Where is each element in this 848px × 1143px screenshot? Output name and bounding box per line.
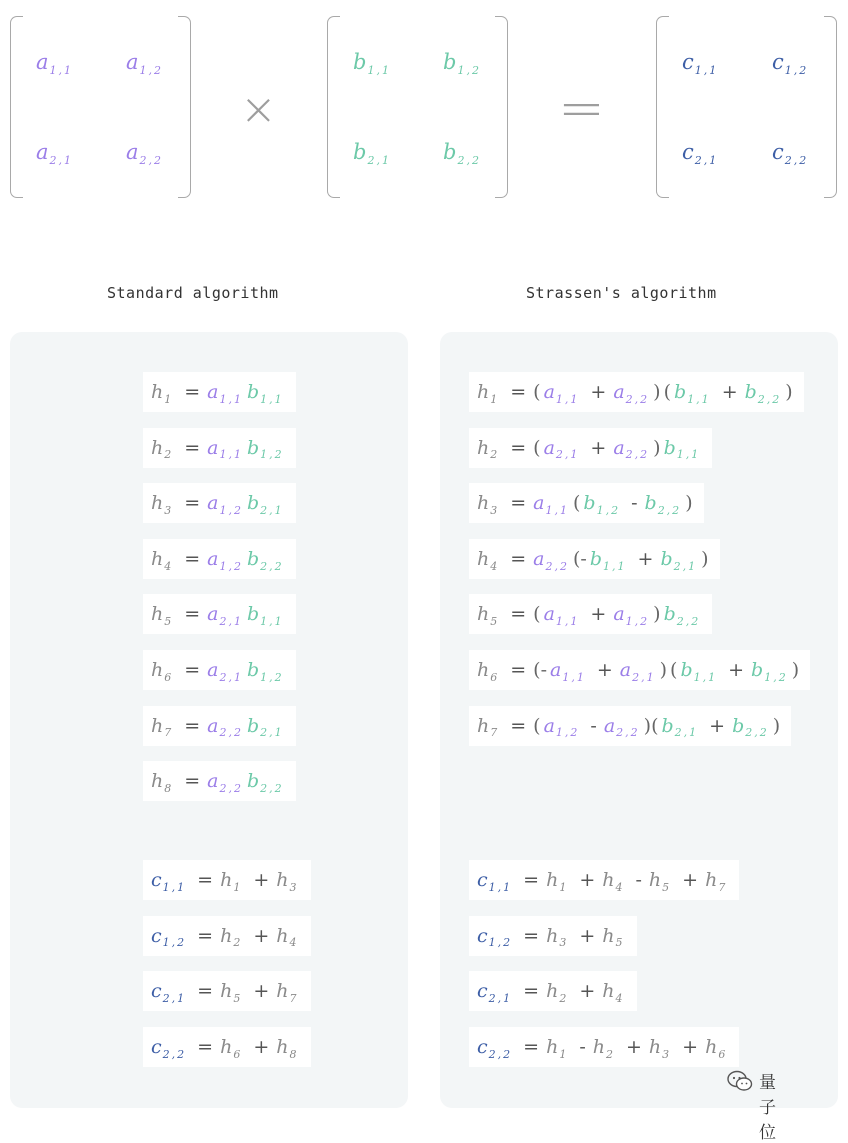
variable-h: $h_5$	[602, 924, 625, 950]
variable-a: $a_{1,2}$	[207, 547, 243, 573]
subscript: 6	[490, 670, 500, 684]
subscript: 2,2	[219, 781, 243, 795]
variable-a: $a_{2,1}$	[543, 436, 580, 462]
subscript: 7	[718, 880, 728, 894]
operator: =	[523, 1035, 540, 1058]
standard-product-row	[143, 483, 296, 523]
variable-h: $h_1$	[151, 381, 174, 406]
variable-b: $b_{1,1}$	[663, 436, 701, 462]
parenthesis: )	[659, 659, 668, 681]
left-bracket	[656, 16, 669, 198]
subscript: 2,1	[219, 615, 243, 629]
parenthesis: )	[701, 547, 709, 570]
variable-h: $h_6$	[151, 659, 174, 684]
subscript: 3	[289, 880, 299, 894]
operator: +	[682, 869, 699, 891]
variable-a: $a_{2,2}$	[207, 770, 243, 795]
variable-h: $h_4$	[276, 924, 299, 950]
subscript: 2,2	[625, 392, 650, 406]
operator: -	[579, 1035, 586, 1058]
operator: =	[197, 924, 214, 947]
subscript: 2,1	[260, 503, 284, 517]
operator: =	[510, 492, 527, 515]
variable-a: $a_{1,1}$	[550, 659, 586, 684]
operator: +	[590, 603, 607, 626]
matrix-a-cell-1-2: $a_{1,2}$	[126, 50, 164, 78]
subscript: 7	[490, 726, 500, 740]
operator: =	[510, 381, 527, 403]
variable-a: $a_{2,2}$	[533, 547, 569, 573]
subscript: 4	[164, 559, 174, 573]
right-bracket	[178, 16, 191, 198]
variable-b: $b_{1,2}$	[247, 659, 284, 684]
operator: +	[637, 547, 654, 570]
variable-b: $b_{1,2}$	[583, 492, 621, 517]
subscript: 1,2	[596, 503, 621, 517]
subscript: 2,1	[162, 991, 187, 1005]
subscript: 4	[490, 559, 500, 573]
subscript: 2,2	[260, 559, 284, 573]
strassen-algorithm-heading: Strassen's algorithm	[526, 284, 717, 302]
subscript: 1,1	[687, 392, 711, 406]
operator: =	[184, 659, 201, 681]
variable-a: $a_{2,2}$	[613, 381, 650, 406]
subscript: 2,2	[616, 726, 640, 740]
wechat-icon	[727, 1070, 753, 1092]
subscript: 7	[289, 991, 299, 1005]
subscript: 2,2	[488, 1047, 513, 1061]
variable-a: $a_{1,1}$	[207, 436, 243, 462]
strassen-sum-row	[469, 916, 637, 956]
standard-algorithm-heading: Standard algorithm	[107, 284, 279, 302]
standard-product-row	[143, 539, 296, 579]
subscript: 2	[559, 991, 569, 1005]
strassen-product-row	[469, 428, 712, 468]
variable-a: $a_{2,1}$	[619, 659, 656, 684]
variable-b: $b_{2,2}$	[663, 603, 701, 629]
matrix-a-cell-2-2: $a_{2,2}$	[126, 140, 164, 168]
variable-a: $a_{2,1}$	[207, 659, 243, 684]
variable-h: $h_4$	[602, 980, 625, 1005]
variable-b: $b_{1,1}$	[680, 659, 718, 684]
variable-c: $c_{1,2}$	[151, 924, 187, 950]
parenthesis: )	[685, 492, 693, 515]
variable-b: $b_{2,2}$	[644, 492, 682, 517]
operator: =	[510, 659, 527, 681]
subscript: 1,2	[219, 559, 243, 573]
subscript: 3	[662, 1047, 672, 1061]
variable-h: $h_6$	[477, 659, 500, 684]
parenthesis: (	[533, 714, 541, 737]
subscript: 1,1	[555, 392, 580, 406]
standard-sum-row	[143, 971, 311, 1011]
operator: =	[510, 714, 527, 737]
variable-h: $h_2$	[151, 436, 174, 462]
matrix-c-cell-2-2: $c_{2,2}$	[772, 140, 809, 168]
variable-a: $a_{1,1}$	[543, 603, 580, 629]
operator: =	[197, 869, 214, 891]
operator: +	[590, 436, 607, 459]
matrix-c-cell-1-2: $c_{1,2}$	[772, 50, 809, 78]
subscript: 1,2	[162, 936, 187, 950]
subscript: 2,2	[676, 615, 701, 629]
standard-product-row	[143, 706, 296, 746]
variable-h: $h_7$	[151, 714, 174, 740]
subscript: 8	[289, 1047, 299, 1061]
variable-h: $h_6$	[220, 1035, 243, 1061]
subscript: 1,2	[488, 936, 513, 950]
strassen-sum-row	[469, 1027, 739, 1067]
subscript: 1,1	[162, 880, 187, 894]
variable-c: $c_{1,2}$	[477, 924, 513, 950]
strassen-product-row	[469, 650, 810, 690]
variable-h: $h_3$	[276, 869, 299, 894]
subscript: 1,2	[260, 448, 284, 462]
variable-h: $h_4$	[151, 547, 174, 573]
left-bracket	[327, 16, 340, 198]
variable-h: $h_1$	[477, 381, 500, 406]
operator: -	[635, 869, 642, 891]
parenthesis: )	[653, 381, 661, 403]
variable-h: $h_1$	[220, 869, 243, 894]
parenthesis: (	[573, 492, 581, 515]
variable-a: $a_{1,1}$	[533, 492, 569, 517]
variable-b: $b_{2,2}$	[247, 770, 284, 795]
variable-a: $a_{1,2}$	[613, 603, 650, 629]
subscript: 5	[164, 615, 174, 629]
operator: =	[523, 924, 540, 947]
parenthesis: (	[670, 659, 678, 681]
subscript: 2	[164, 448, 174, 462]
variable-b: $b_{2,1}$	[247, 714, 284, 740]
variable-b: $b_{2,2}$	[732, 714, 769, 740]
subscript: 1,1	[260, 615, 284, 629]
subscript: 1	[490, 392, 500, 406]
operator: =	[184, 436, 201, 459]
subscript: 4	[615, 880, 625, 894]
variable-h: $h_5$	[477, 603, 500, 629]
parenthesis: (	[533, 436, 541, 459]
operator: +	[596, 659, 613, 681]
subscript: 6	[233, 1047, 243, 1061]
variable-c: $c_{1,1}$	[477, 869, 513, 894]
subscript: 2,2	[625, 448, 650, 462]
operator: =	[197, 980, 214, 1003]
strassen-product-row	[469, 594, 712, 634]
operator: +	[728, 659, 745, 681]
subscript: 1	[559, 880, 569, 894]
parenthesis: (	[533, 603, 541, 626]
subscript: 3	[559, 936, 569, 950]
variable-h: $h_3$	[151, 492, 174, 517]
operator: +	[590, 381, 607, 403]
subscript: 2,2	[657, 503, 682, 517]
variable-c: $c_{2,2}$	[151, 1035, 187, 1061]
subscript: 1,1	[260, 392, 284, 406]
operator: =	[523, 980, 540, 1003]
left-bracket	[10, 16, 23, 198]
subscript: 1,2	[260, 670, 284, 684]
variable-h: $h_5$	[648, 869, 672, 894]
subscript: 2,2	[219, 726, 243, 740]
standard-product-row	[143, 761, 296, 801]
variable-b: $b_{2,1}$	[661, 714, 699, 740]
operator: -	[590, 714, 597, 737]
subscript: 1,1	[219, 448, 243, 462]
variable-h: $h_3$	[477, 492, 500, 517]
parenthesis: (	[533, 381, 541, 403]
variable-h: $h_5$	[151, 603, 174, 629]
subscript: 2	[233, 936, 243, 950]
operator: =	[184, 381, 201, 403]
operator: =	[510, 436, 527, 459]
times-symbol: ×	[240, 84, 277, 135]
subscript: 1,2	[764, 670, 788, 684]
matrix-c-cell-1-1: $c_{1,1}$	[682, 50, 719, 78]
subscript: 2,1	[219, 670, 243, 684]
variable-a: $a_{2,2}$	[207, 714, 243, 740]
variable-h: $h_1$	[546, 1035, 569, 1061]
matrix-b-cell-2-1: $b_{2,1}$	[353, 140, 391, 168]
variable-b: $b_{1,1}$	[674, 381, 711, 406]
standard-product-row	[143, 428, 296, 468]
subscript: 7	[164, 726, 174, 740]
variable-a: $a_{2,2}$	[603, 714, 640, 740]
matrix-b-cell-1-1: $b_{1,1}$	[353, 50, 391, 78]
variable-a: $a_{1,2}$	[543, 714, 580, 740]
subscript: 4	[615, 991, 625, 1005]
operator: =	[184, 714, 201, 737]
watermark-text: 量子位	[759, 1073, 776, 1143]
variable-h: $h_8$	[151, 770, 174, 795]
parenthesis: (	[663, 381, 672, 403]
equals-symbol: =	[558, 76, 605, 141]
operator: +	[682, 1035, 699, 1058]
parenthesis: (-	[573, 547, 587, 570]
subscript: 5	[233, 991, 243, 1005]
parenthesis: )	[772, 714, 781, 737]
variable-h: $h_2$	[477, 436, 500, 462]
variable-a: $a_{1,1}$	[543, 381, 580, 406]
subscript: 6	[164, 670, 174, 684]
variable-h: $h_6$	[705, 1035, 728, 1061]
variable-h: $h_3$	[648, 1035, 672, 1061]
parenthesis: )	[653, 436, 661, 459]
strassen-sum-row	[469, 860, 739, 900]
subscript: 2,2	[545, 559, 569, 573]
variable-h: $h_1$	[546, 869, 569, 894]
parenthesis: )	[785, 381, 793, 403]
operator: +	[579, 924, 596, 947]
strassen-product-row	[469, 483, 704, 523]
variable-a: $a_{1,2}$	[207, 492, 243, 517]
operator: +	[626, 1035, 642, 1058]
operator: +	[253, 980, 270, 1003]
variable-b: $b_{1,1}$	[589, 547, 627, 573]
variable-b: $b_{1,1}$	[247, 603, 284, 629]
operator: =	[510, 547, 527, 570]
subscript: 3	[490, 503, 500, 517]
subscript: 2,2	[260, 781, 284, 795]
subscript: 1,2	[555, 726, 580, 740]
variable-b: $b_{1,1}$	[247, 381, 284, 406]
strassen-product-row	[469, 539, 720, 579]
variable-c: $c_{2,1}$	[477, 980, 513, 1005]
standard-product-row	[143, 650, 296, 690]
subscript: 1,1	[676, 448, 701, 462]
subscript: 1	[233, 880, 243, 894]
operator: =	[184, 603, 201, 626]
variable-c: $c_{2,1}$	[151, 980, 187, 1005]
subscript: 5	[615, 936, 625, 950]
variable-h: $h_7$	[705, 869, 728, 894]
subscript: 1,2	[219, 503, 243, 517]
operator: -	[631, 492, 638, 515]
variable-h: $h_7$	[477, 714, 500, 740]
subscript: 1,1	[693, 670, 718, 684]
variable-h: $h_2$	[220, 924, 243, 950]
standard-sum-row	[143, 916, 311, 956]
variable-a: $a_{1,1}$	[207, 381, 243, 406]
operator: =	[523, 869, 540, 891]
operator: =	[510, 603, 527, 626]
subscript: 1	[164, 392, 174, 406]
standard-sum-row	[143, 860, 311, 900]
variable-a: $a_{2,1}$	[207, 603, 243, 629]
variable-b: $b_{2,2}$	[744, 381, 782, 406]
variable-h: $h_2$	[546, 980, 569, 1005]
subscript: 2	[490, 448, 500, 462]
variable-h: $h_5$	[220, 980, 243, 1005]
matrix-b-cell-1-2: $b_{1,2}$	[443, 50, 481, 78]
subscript: 5	[490, 615, 500, 629]
standard-product-row	[143, 372, 296, 412]
variable-h: $h_4$	[602, 869, 625, 894]
subscript: 1,1	[545, 503, 569, 517]
operator: =	[184, 492, 201, 515]
subscript: 2,1	[555, 448, 580, 462]
subscript: 2,1	[632, 670, 656, 684]
variable-b: $b_{2,2}$	[247, 547, 284, 573]
subscript: 1,1	[488, 880, 513, 894]
variable-b: $b_{1,2}$	[247, 436, 284, 462]
subscript: 1,1	[219, 392, 243, 406]
operator: +	[253, 869, 270, 891]
subscript: 2	[606, 1047, 615, 1061]
operator: =	[184, 547, 201, 570]
operator: +	[709, 714, 726, 737]
operator: +	[253, 1035, 270, 1058]
standard-product-row	[143, 594, 296, 634]
subscript: 1,1	[555, 615, 580, 629]
strassen-sum-row	[469, 971, 637, 1011]
matrix-b-cell-2-2: $b_{2,2}$	[443, 140, 481, 168]
strassen-product-row	[469, 372, 804, 412]
operator: =	[197, 1035, 214, 1058]
subscript: 2,2	[745, 726, 769, 740]
subscript: 2,2	[162, 1047, 187, 1061]
subscript: 2,1	[488, 991, 513, 1005]
matrix-a-cell-1-1: $a_{1,1}$	[36, 50, 74, 78]
variable-b: $b_{2,1}$	[247, 492, 284, 517]
variable-c: $c_{1,1}$	[151, 869, 187, 894]
variable-h: $h_7$	[276, 980, 299, 1005]
variable-h: $h_2$	[592, 1035, 615, 1061]
subscript: 2,1	[673, 559, 698, 573]
operator: =	[184, 770, 201, 793]
strassen-product-row	[469, 706, 791, 746]
right-bracket	[824, 16, 837, 198]
variable-c: $c_{2,2}$	[477, 1035, 513, 1061]
variable-h: $h_4$	[477, 547, 500, 573]
subscript: 1	[559, 1047, 569, 1061]
matrix-c-cell-2-1: $c_{2,1}$	[682, 140, 719, 168]
subscript: 1,1	[603, 559, 627, 573]
subscript: 2,1	[674, 726, 699, 740]
subscript: 4	[289, 936, 299, 950]
subscript: 3	[164, 503, 174, 517]
operator: +	[721, 381, 738, 403]
subscript: 2,1	[260, 726, 284, 740]
subscript: 1,1	[562, 670, 586, 684]
parenthesis: )(	[643, 714, 659, 737]
operator: +	[579, 980, 596, 1003]
right-bracket	[495, 16, 508, 198]
operator: +	[253, 924, 270, 947]
standard-sum-row	[143, 1027, 311, 1067]
subscript: 5	[662, 880, 672, 894]
variable-a: $a_{2,2}$	[613, 436, 650, 462]
parenthesis: )	[791, 659, 800, 681]
variable-h: $h_3$	[546, 924, 569, 950]
variable-h: $h_8$	[276, 1035, 299, 1061]
matrix-a-cell-2-1: $a_{2,1}$	[36, 140, 74, 168]
parenthesis: (-	[533, 659, 548, 681]
operator: +	[579, 869, 596, 891]
variable-b: $b_{2,1}$	[660, 547, 698, 573]
subscript: 6	[718, 1047, 728, 1061]
variable-b: $b_{1,2}$	[751, 659, 788, 684]
subscript: 8	[164, 781, 174, 795]
subscript: 2,2	[757, 392, 782, 406]
parenthesis: )	[653, 603, 661, 626]
subscript: 1,2	[625, 615, 650, 629]
